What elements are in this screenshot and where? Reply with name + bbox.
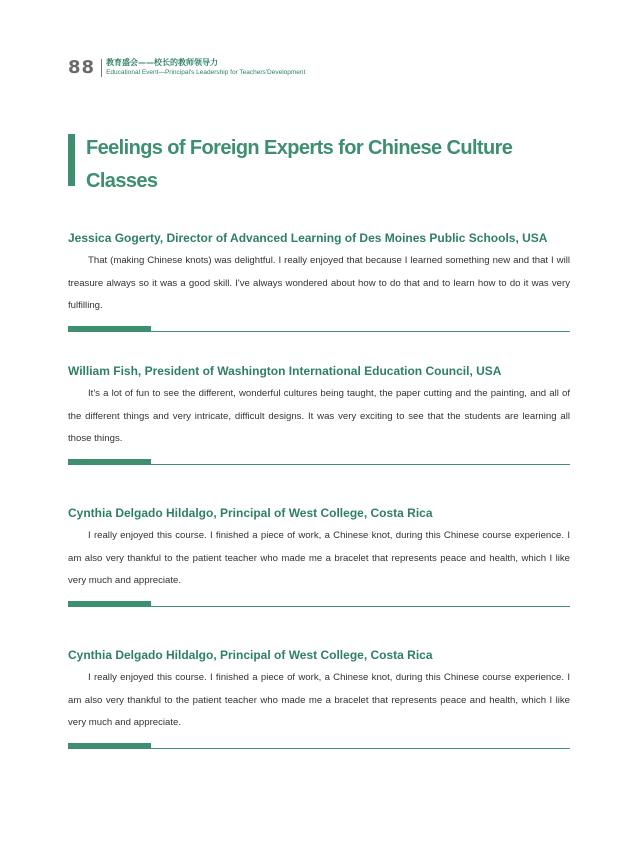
divider-thin-line: [151, 464, 570, 465]
testimonial-section: [68, 363, 570, 465]
divider-thick-bar: [68, 459, 151, 465]
running-header: [68, 58, 305, 78]
title-accent-bar: [68, 134, 75, 186]
testimonial-quote: That (making Chinese knots) was delightful. I really enjoyed that because I learned something new and that I will treasure always so it was a good skill. I've always wondered about how to do that and to learn how to do it was very fulfilling.: [68, 255, 570, 311]
testimonial-section: [68, 647, 570, 749]
header-title-en: Educational Event—Principal's Leadership for Teachers'Development: [106, 69, 306, 76]
divider-thin-line: [151, 748, 570, 749]
header-title-cn: 教育盛会——校长的教师领导力: [106, 58, 219, 67]
testimonial-quote: It's a lot of fun to see the different, wonderful cultures being taught, the paper cutting and the painting, and all of the different things and very intricate, difficult designs. It was very exciting to see that the students are learning all those things.: [68, 388, 570, 444]
page-number: 88: [68, 57, 96, 78]
testimonial-quote: I really enjoyed this course. I finished a piece of work, a Chinese knot, during this Chinese course experience. I am also very thankful to the patient teacher who made me a bracelet that represents peace and health, which I like very much and appreciate.: [68, 672, 570, 728]
testimonial-quote: I really enjoyed this course. I finished a piece of work, a Chinese knot, during this Chinese course experience. I am also very thankful to the patient teacher who made me a bracelet that represents peace and health, which I like very much and appreciate.: [68, 530, 570, 586]
page-title: Feelings of Foreign Experts for Chinese Culture Classes: [86, 137, 513, 192]
header-divider: [101, 59, 102, 77]
speaker-name: Cynthia Delgado Hildalgo, Principal of West College, Costa Rica: [68, 506, 433, 520]
speaker-name: Cynthia Delgado Hildalgo, Principal of West College, Costa Rica: [68, 648, 433, 662]
testimonial-section: [68, 230, 570, 332]
divider-thick-bar: [68, 326, 151, 332]
title-block: [68, 132, 568, 198]
divider-thick-bar: [68, 743, 151, 749]
section-divider: [68, 326, 570, 332]
speaker-name: Jessica Gogerty, Director of Advanced Learning of Des Moines Public Schools, USA: [68, 231, 548, 245]
header-text: [106, 58, 305, 77]
section-divider: [68, 601, 570, 607]
section-divider: [68, 459, 570, 465]
speaker-name: William Fish, President of Washington International Education Council, USA: [68, 364, 502, 378]
divider-thick-bar: [68, 601, 151, 607]
section-divider: [68, 743, 570, 749]
divider-thin-line: [151, 606, 570, 607]
divider-thin-line: [151, 331, 570, 332]
testimonial-section: [68, 505, 570, 607]
